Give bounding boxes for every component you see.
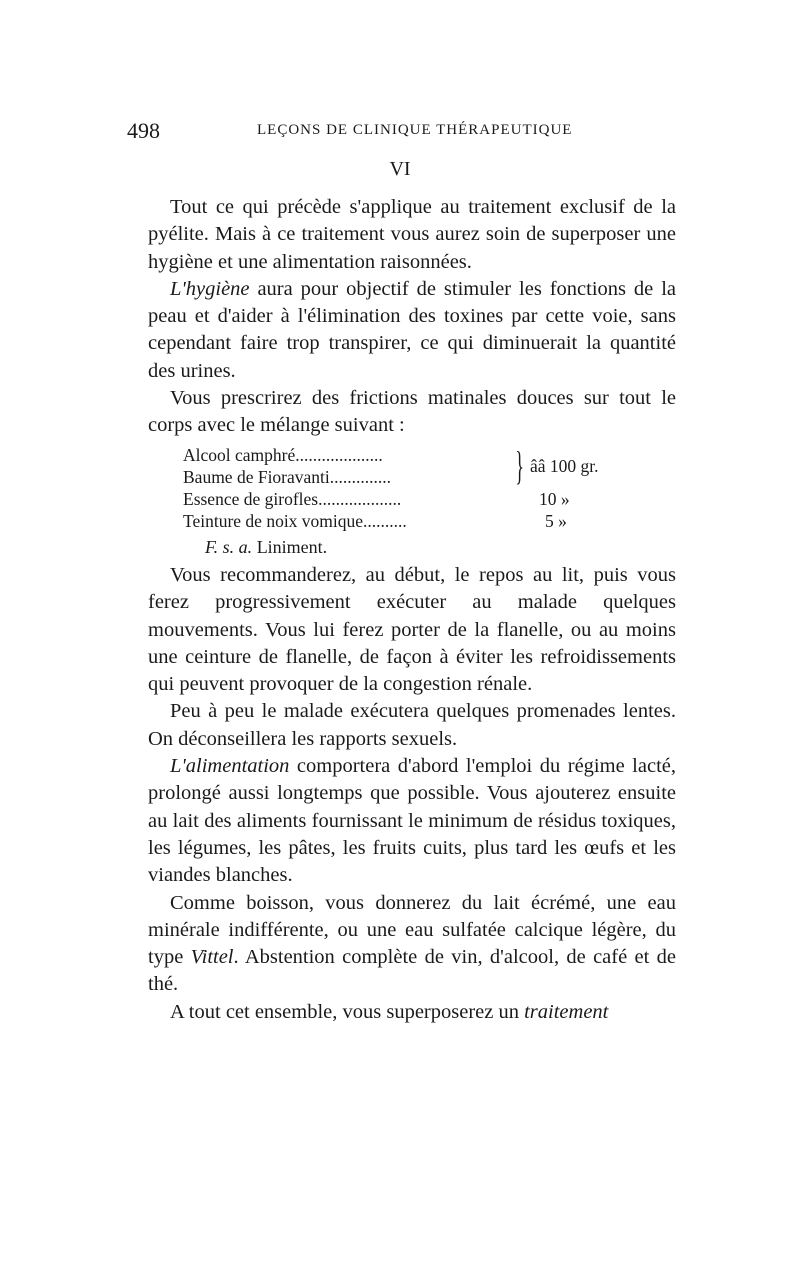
- shared-quantity: ââ 100 gr.: [530, 456, 599, 476]
- ingredient-name: Alcool camphré....................: [183, 445, 383, 465]
- formula-note: [205, 536, 327, 558]
- paragraph-treatment-text: A tout cet ensemble, vous superposerez un: [170, 1000, 525, 1023]
- formula-abbrev: F. s. a.: [205, 537, 253, 557]
- paragraph-hygiene: [148, 276, 676, 385]
- paragraph-intro: Tout ce qui précède s'applique au traitement exclusif de la pyélite. Mais à ce traitement vous aurez soin de superposer une hygiène et une alimentation raisonnées.: [148, 196, 676, 273]
- term-vittel: Vittel: [190, 946, 234, 969]
- paragraph-rest: Vous recommanderez, au début, le repos au lit, puis vous ferez progressivement exécuter au malade quelques mouvements. Vous lui ferez porter de la flanelle, ou au moins une ceinture de flanelle, de façon à éviter les refroidissements qui peuvent provoquer de la congestion rénale.: [148, 564, 676, 696]
- text-block-2: [148, 562, 676, 1026]
- running-title: LEÇONS DE CLINIQUE THÉRAPEUTIQUE: [257, 122, 573, 138]
- ingredient-quantity: 10 »: [539, 489, 570, 509]
- term-hygiene: L'hygiène: [170, 277, 250, 300]
- term-alimentation: L'alimentation: [170, 755, 290, 778]
- paragraph-drink-text-a: Comme boisson, vous donnerez du lait écrémé, une eau minérale indifférente, ou une eau sulfatée calcique légère, du type: [148, 891, 676, 969]
- paragraph-hygiene-text: aura pour objectif de stimuler les fonctions de la peau et d'aider à l'élimination des toxines par cette voie, sans cependant faire trop transpirer, ce qui diminuerait la quantité des urines.: [148, 277, 676, 382]
- section-number: VI: [389, 158, 411, 180]
- text-block-1: [148, 194, 676, 440]
- formula-row: [183, 510, 633, 532]
- paragraph-walks: Peu à peu le malade exécutera quelques promenades lentes. On déconseillera les rapports sexuels.: [148, 700, 676, 750]
- formula-note-text: Liniment.: [252, 537, 328, 557]
- paragraph-drink-text-b: . Abstention complète de vin, d'alcool, de café et de thé.: [148, 946, 676, 996]
- prescription-formula: [183, 443, 633, 557]
- paragraph-frictions: Vous prescrirez des frictions matinales douces sur tout le corps avec le mélange suivant :: [148, 387, 676, 437]
- term-traitement: traitement: [524, 1000, 609, 1023]
- paragraph-alimentation-text: comportera d'abord l'emploi du régime lacté, prolongé aussi longtemps que possible. Vous ajouterez ensuite au lait des aliments fournissant le minimum de résidus toxiques, les légumes, les pâtes, les fruits cuits, plus tard les œufs et les viandes blanches.: [148, 755, 676, 887]
- page-number: 498: [127, 118, 160, 143]
- ingredient-name: Essence de girofles...................: [183, 489, 402, 509]
- ingredient-name: Teinture de noix vomique..........: [183, 511, 407, 531]
- ingredient-name: Baume de Fioravanti..............: [183, 467, 392, 487]
- paragraph-alimentation: [148, 753, 676, 889]
- paragraph-treatment: [148, 999, 676, 1026]
- formula-row: [183, 488, 633, 510]
- paragraph-drink: [148, 890, 676, 999]
- ingredient-quantity: 5 »: [545, 511, 567, 531]
- running-head: [127, 118, 675, 148]
- brace: }: [515, 443, 524, 488]
